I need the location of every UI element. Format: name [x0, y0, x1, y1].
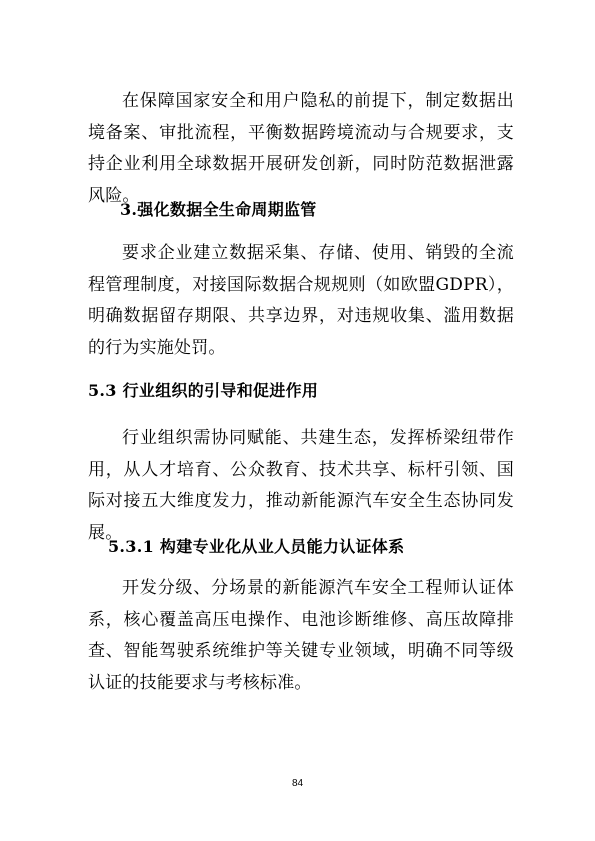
paragraph-certification-details: 开发分级、分场景的新能源汽车安全工程师认证体系，核心覆盖高压电操作、电池诊断维修、高压故障排查、智能驾驶系统维护等关键专业领域，明确不同等级认证的技能要求与考核标准。 [88, 578, 514, 693]
heading-industry-organizations: 5.3 行业组织的引导和促进作用 [88, 381, 319, 400]
paragraph-industry-role: 行业组织需协同赋能、共建生态，发挥桥梁纽带作用，从人才培育、公众教育、技术共享、标杆引领、国际对接五大维度发力，推动新能源汽车安全生态协同发展。 [88, 428, 514, 543]
paragraph-data-management: 要求企业建立数据采集、存储、使用、销毁的全流程管理制度，对接国际数据合规规则（如欧盟GDPR），明确数据留存期限、共享边界，对违规收集、滥用数据的行为实施处罚。 [88, 243, 514, 358]
heading-data-lifecycle-supervision: 3.强化数据全生命周期监管 [120, 200, 317, 219]
paragraph-data-export: 在保障国家安全和用户隐私的前提下，制定数据出境备案、审批流程，平衡数据跨境流动与合规要求，支持企业利用全球数据开展研发创新，同时防范数据泄露风险。 [88, 91, 514, 206]
page-number: 84 [291, 778, 304, 789]
heading-certification-system: 5.3.1 构建专业化从业人员能力认证体系 [108, 537, 405, 556]
